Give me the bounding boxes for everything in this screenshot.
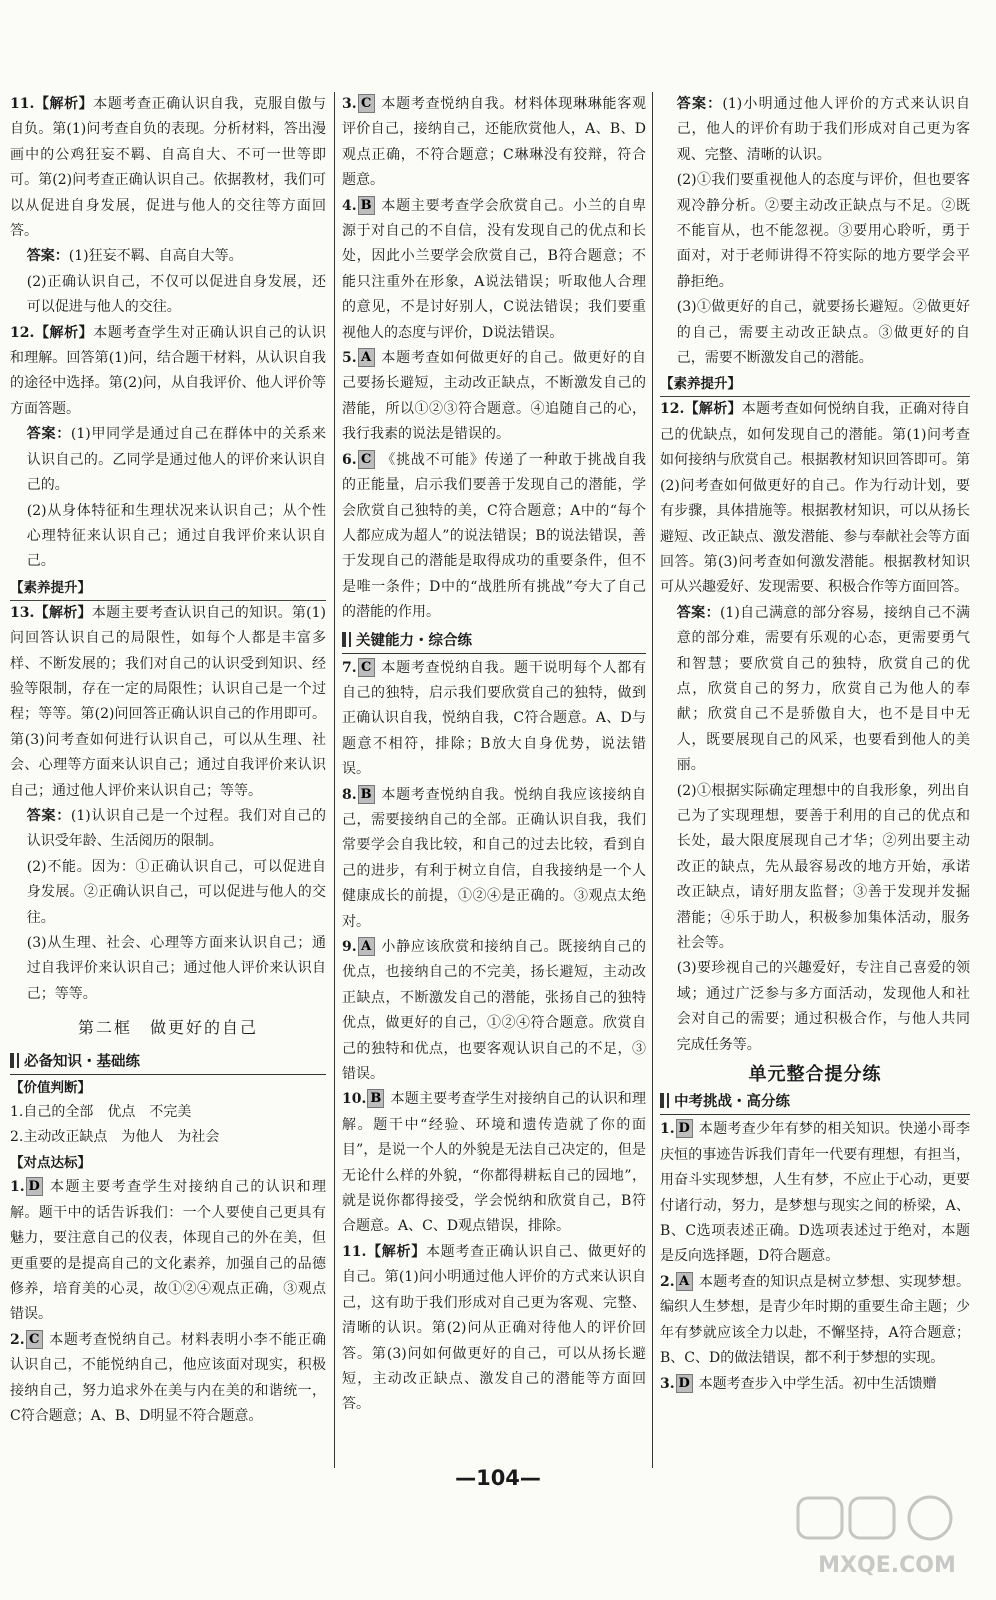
choice-answer: 6. C 《挑战不可能》传递了一种敢于挑战自我的正能量，启示我们要善于发现自己的潜能，学会欣赏自己独特的美，C符合题意；A中的“每个人都应成为超人”的说法错误；B的说法错误，善于发现自己的潜能是取得成功的重要条件，但不是唯一条件；D中的“战胜所有挑战”夸大了自己的潜能的作用。 xyxy=(342,451,646,621)
column-divider xyxy=(334,92,335,1468)
answer-text: (2)正确认识自己，不仅可以促进自身发展，还可以促进与他人的交往。 xyxy=(26,273,326,316)
section-bar-heading: 必备知识・基础练 xyxy=(10,1049,326,1075)
column-right xyxy=(660,92,970,1397)
section-bar-heading: 关键能力・综合练 xyxy=(342,628,646,654)
answer-text: (2)从身体特征和生理状况来认识自己；从个性心理特征来认识自己；通过自我评价来认识自己。 xyxy=(26,502,326,570)
choice-answer: 1. D 本题考查少年有梦的相关知识。快递小哥李庆恒的事迹告诉我们青年一代要有理想，有担当，用奋斗实现梦想，人生有梦，不应止于心动，更要付诸行动，努力，是梦想与现实之间的桥梁，A、B、C选项表述正确。D选项表述过于绝对，本题是反向选择题，D符合题意。 xyxy=(660,1121,970,1265)
answer-badge: C xyxy=(358,450,375,469)
analysis-tag: 【解析】 xyxy=(684,401,742,418)
column-left xyxy=(10,92,326,1430)
answer-label: 答案： xyxy=(676,96,723,112)
analysis-text: 本题考查学生对正确认识自己的认识和理解。回答第(1)问，结合题干材料，从认识自我的途径中选择。第(2)问，从自我评价、他人评价等方面答题。 xyxy=(10,324,327,417)
answer-text: (3)①做更好的自己，就要扬长避短。②做更好的自己，需要主动改正缺点。③做更好的自己，需要不断激发自己的潜能。 xyxy=(676,299,970,367)
answer-label: 答案： xyxy=(26,248,69,265)
section-label: 【价值判断】 xyxy=(10,1079,91,1096)
choice-answer: 2. A 本题考查的知识点是树立梦想、实现梦想。编织人生梦想，是青少年时期的重要生命主题；少年有梦就应该全力以赴，不懈坚持，A符合题意；B、C、D的做法错误，都不利于梦想的实现。 xyxy=(660,1273,970,1367)
fill-answer: 1.自己的全部 优点 不完美 xyxy=(10,1103,192,1120)
answer-badge: C xyxy=(358,94,375,113)
answer-badge: A xyxy=(358,348,375,367)
analysis-tag: 【解析】 xyxy=(366,1243,426,1260)
section-label: 【素养提升】 xyxy=(660,373,970,397)
choice-answer: 1. D 本题主要考查学生对接纳自己的认识和理解。题干中的话告诉我们：一个人要使自己更具有魅力，要注意自己的仪表，体现自己的外在美，但更重要的是提高自己的文化素养，加强自己的品德修养，培育美的心灵，故①②④观点正确，③观点错误。 xyxy=(10,1179,326,1323)
choice-answer: 8. B 本题考查悦纳自我。悦纳自我应该接纳自己，需要接纳自己的全部。正确认识自我，我们常要学会自我比较，和自己的过去比较，看到自己的进步，有利于树立自信，自我接纳是一个人健康成长的前提，①②④是正确的。③观点太绝对。 xyxy=(342,786,646,930)
answer-block xyxy=(10,244,326,269)
section-label: 【素养提升】 xyxy=(10,577,326,601)
svg-text:MXQE.COM: MXQE.COM xyxy=(818,1553,956,1578)
question-12: 12.【解析】本题考查如何悦纳自我，正确对待自己的优缺点，如何发现自己的潜能。第(1)问考查如何接纳与欣赏自己。根据教材知识回答即可。第(2)问考查如何做更好的自己。作为行动计划，要有步骤，具体措施等。根据教材知识，可以从扬长避短、改正缺点、激发潜能、参与奉献社会等方面回答。第(3)问考查如何激发潜能。根据教材知识可从兴趣爱好、发现需要、积极合作等方面回答。 xyxy=(660,401,971,596)
analysis-text: 本题考查正确认识自我，克服自傲与自负。第(1)问考查自负的表现。分析材料，答出漫画中的公鸡狂妄不羁、自高自大、不可一世等即可。第(2)问考查正确认识自己。依据教材，我们可以从促进自身发展，促进与他人的交往等方面回答。 xyxy=(10,96,327,240)
page-number: —104— xyxy=(455,1466,541,1490)
answer-block xyxy=(10,804,326,855)
unit-title: 单元整合提分练 xyxy=(748,1064,882,1086)
question-13 xyxy=(10,601,326,804)
answer-badge: B xyxy=(358,196,375,215)
answer-badge: C xyxy=(26,1330,43,1349)
answer-text: (2)①我们要重视他人的态度与评价，但也要客观冷静分析。②要主动改正缺点与不足。②既不能盲从，也不能忽视。③要用心聆听，勇于面对，对于老师讲得不符实际的地方要学会平静拒绝。 xyxy=(676,172,970,290)
choice-answer: 4. B 本题主要考查学会欣赏自己。小兰的自卑源于对自己的不自信，没有发现自己的优点和长处，因此小兰要学会欣赏自己，B符合题意；不能只注重外在形象，A说法错误；听取他人合理的意见，不是讨好别人，C说法错误；我们要重视他人的态度与评价，D说法错误。 xyxy=(342,197,646,341)
choice-answer: 2. C 本题考查悦纳自己。材料表明小李不能正确认识自己，不能悦纳自己，他应该面对现实，积极接纳自己，努力追求外在美与内在美的和谐统一，C符合题意；A、B、D明显不符合题意。 xyxy=(10,1331,326,1425)
answer-block: 答案：(1)小明通过他人评价的方式来认识自己，他人的评价有助于我们形成对自己更为客观、完整、清晰的认识。 xyxy=(676,96,970,163)
choice-answer: 7. C 本题考查悦纳自我。题干说明每个人都有自己的独特，启示我们要欣赏自己的独特，做到正确认识自我，悦纳自我，C符合题意。A、D与题意不相符，排除；B放大自身优势，说法错误。 xyxy=(342,659,646,778)
answer-label: 答案： xyxy=(676,604,720,621)
answer-badge: B xyxy=(358,785,375,804)
choice-answer: 9. A 小静应该欣赏和接纳自己。既接纳自己的优点，也接纳自己的不完美，扬长避短，主动改正缺点，不断激发自己的潜能，张扬自己的独特优点，做更好的自己，①②④符合题意。欣赏自己的独特和优点，也要客观认识自己的不足，③错误。 xyxy=(342,939,646,1083)
answer-label: 答案： xyxy=(26,807,71,824)
question-11: 11.【解析】本题考查正确认识自己、做更好的自己。第(1)问小明通过他人评价的方式来认识自己，这有助于我们形成对自己更为客观、完整、清晰的认识。第(2)问从正确对待他人的评价回答。第(3)问如何做更好的自己，可以从扬长避短，主动改正缺点、激发自己的潜能等方面回答。 xyxy=(342,1243,647,1413)
choice-answer: 3. C 本题考查悦纳自我。材料体现琳琳能客观评价自己，接纳自己，还能欣赏他人，A、B、D观点正确，不符合题意；C琳琳没有狡辩，符合题意。 xyxy=(342,96,646,189)
answer-text: (3)从生理、社会、心理等方面来认识自己；通过自我评价来认识自己；通过他人评价来认识自己；等等。 xyxy=(26,935,326,1002)
answer-badge: C xyxy=(358,658,375,677)
answer-badge: D xyxy=(26,1177,43,1196)
fill-answer: 2.主动改正缺点 为他人 为社会 xyxy=(10,1129,220,1146)
column-divider xyxy=(652,92,653,1468)
analysis-tag: 【解析】 xyxy=(34,324,94,341)
answer-label: 答案： xyxy=(26,426,71,443)
answer-block xyxy=(10,422,326,498)
answer-badge: B xyxy=(367,1089,384,1108)
choice-answer: 3. D 本题考查步入中学生活。初中生活馈赠 xyxy=(660,1375,937,1392)
column-middle xyxy=(342,92,646,1418)
answer-text: (2)①根据实际确定理想中的自我形象，列出自己为了实现理想，要善于利用的自己的优点和长处，最大限度展现自己才华；②列出要主动改正的缺点，先从最容易改的地方开始，承诺改正缺点，请好朋友监督；③善于发现并发掘潜能；④乐于助人，积极参加集体活动，服务社会等。 xyxy=(676,782,970,951)
answer-block: 答案：(1)自己满意的部分容易，接纳自己不满意的部分难，需要有乐观的心态，更需要勇气和智慧；要欣赏自己的独特，欣赏自己的优点，欣赏自己的努力，欣赏自己为他人的奉献；欣赏自己不是骄傲自大，也不是目中无人，既要展现自己的风采，也要看到他人的美丽。 xyxy=(676,604,970,774)
answer-badge: D xyxy=(676,1374,693,1393)
question-number: 13. xyxy=(10,604,35,621)
analysis-text: 本题主要考查认识自己的知识。第(1)问回答认识自己的局限性，如每个人都是丰富多样、不断发展的；我们对自己的认识受到知识、经验等限制，存在一定的局限性；认识自己是一个过程；等等。第(2)问回答正确认识自己的作用即可。第(3)问考查如何进行认识自己，可以从生理、社会、心理等方面来认识自己；通过自我评价来认识自己；通过他人评价来认识自己；等等。 xyxy=(10,604,326,799)
analysis-tag: 【解析】 xyxy=(34,604,92,621)
answer-text: (1)狂妄不羁、自高自大等。 xyxy=(68,248,243,265)
analysis-tag: 【解析】 xyxy=(34,96,94,112)
section-bar-heading: 中考挑战・高分练 xyxy=(660,1089,970,1115)
choice-answer: 5. A 本题考查如何做更好的自己。做更好的自己要扬长避短，主动改正缺点，不断激发自己的潜能，所以①②③符合题意。④追随自己的心，我行我素的说法是错误的。 xyxy=(342,350,646,443)
question-11 xyxy=(10,92,326,244)
question-number: 11. xyxy=(10,96,35,112)
question-number: 12. xyxy=(10,324,35,341)
section-label: 【对点达标】 xyxy=(10,1155,91,1172)
watermark-logo xyxy=(792,1492,982,1582)
answer-text: (1)甲同学是通过自己在群体中的关系来认识自己的。乙同学是通过他人的评价来认识自己的。 xyxy=(26,426,326,494)
question-12 xyxy=(10,321,326,423)
answer-badge: A xyxy=(676,1272,693,1291)
answer-text: (1)认识自己是一个过程。我们对自己的认识受年龄、生活阅历的限制。 xyxy=(26,807,326,850)
answer-text: (3)要珍视自己的兴趣爱好，专注自己喜爱的领域；通过广泛参与多方面活动，发现他人和社会对自己的需要；通过积极合作，与他人共同完成任务等。 xyxy=(676,960,970,1053)
answer-badge: A xyxy=(358,937,375,956)
answer-badge: D xyxy=(676,1119,693,1138)
answer-text: (2)不能。因为：①正确认识自己，可以促进自身发展。②正确认识自己，可以促进与他人的交往。 xyxy=(26,858,326,926)
choice-answer: 10. B 本题主要考查学生对接纳自己的认识和理解。题干中“经验、环境和遗传造就了你的面目”，是说一个人的外貌是无法自己决定的，但是无论什么样的外貌，“你都得耕耘自己的园地”，就是说你都得接受，学会悦纳和欣赏自己，B符合题意。A、C、D观点错误，排除。 xyxy=(342,1091,646,1235)
section-title: 第二框 做更好的自己 xyxy=(77,1018,258,1038)
